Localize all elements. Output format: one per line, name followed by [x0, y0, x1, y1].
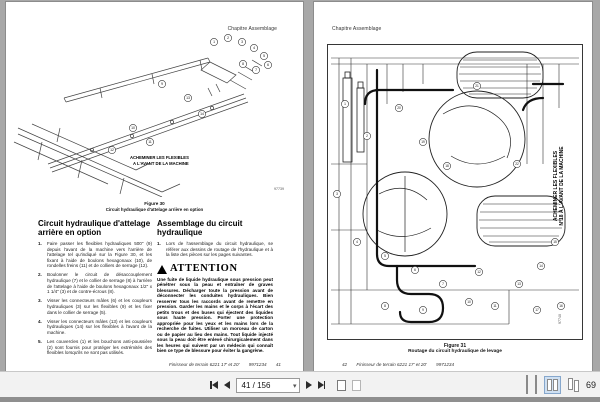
svg-text:21: 21	[475, 84, 479, 89]
figure31-route-note	[553, 102, 565, 270]
single-page-view-button[interactable]	[526, 376, 528, 394]
next-view-icon	[352, 380, 361, 391]
previous-page-button[interactable]	[224, 381, 230, 389]
footer-doc-title: Finisseur de terrain 6221 17' et 20'	[168, 362, 240, 367]
roller-mid	[477, 196, 565, 246]
page-layout-group	[526, 372, 596, 398]
page-footer-left	[165, 362, 285, 367]
document-page-41	[6, 2, 303, 371]
footer-doc-number: 9971234	[436, 362, 455, 367]
svg-text:4: 4	[253, 46, 255, 51]
next-view-button[interactable]	[352, 380, 361, 391]
svg-text:3: 3	[241, 40, 243, 45]
svg-text:1: 1	[344, 102, 346, 107]
svg-text:5: 5	[263, 54, 265, 59]
facing-pages-icon	[547, 379, 558, 391]
figure30-drawing-number: 97739	[274, 187, 284, 191]
first-page-button[interactable]	[210, 381, 218, 389]
continuous-page-icon	[535, 375, 537, 394]
svg-text:13: 13	[186, 96, 190, 101]
running-header-right: Chapitre Assemblage	[332, 26, 382, 32]
step-text: Lors de l'assemblage du circuit hydraulique, se référer aux dessins de routage de l'hydraulique et à la liste des pièces sur les pages suivantes.	[166, 241, 273, 258]
svg-text:19: 19	[421, 140, 425, 145]
step-number: 1.	[38, 241, 42, 246]
last-page-icon	[324, 381, 326, 389]
svg-text:7: 7	[255, 68, 257, 73]
svg-text:4: 4	[356, 240, 358, 245]
figure31-callouts	[333, 82, 564, 313]
footer-page-number: 41	[275, 362, 281, 367]
svg-text:8: 8	[384, 304, 386, 309]
footer-doc-title: Finisseur de terrain 6221 17' et 20'	[356, 362, 427, 367]
instruction-step	[157, 241, 273, 258]
svg-text:12: 12	[110, 148, 114, 153]
step-text: Visser les connecteurs mâles (6) et les coupleurs hydrauliques (3) sur les flexibles (9) et les fixer dans le collier de serrage (5).	[47, 298, 152, 315]
svg-text:6: 6	[267, 63, 269, 68]
attention-text: Une fuite de liquide hydraulique sous pression peut pénétrer sous la peau et entraîner de graves blessures. Décharger toute la pression avant de déconnecter les conduites hydrauliques. Bien resserrer tous les raccords avant de remettre en pression. Garder les mains et le corps à l'écart des petits trous et des buses qui éjectent des liquides sous haute pression. Porter une protection appropriée pour les yeux et les mains lors de la recherche de fuites. Utiliser un morceau de carton ou de papier au lieu des mains. Tout liquide injecté sous la peau doit être enlevé chirurgicalement dans les heures qui suivent par un médecin qui connaît bien ce type de blessure pour éviter la gangrène.	[157, 276, 273, 354]
step-text: Faire passer les flexibles hydrauliques 500" (9) depuis l'avant de la machine vers l'arrière de l'attelage tel qu'indiqué sur la Figure 30, et les fixant à l'aide de boulons hexagonaux (10), de rondelles freins (11) et de colliers de serrage (12).	[47, 241, 152, 269]
figure30-route-note	[130, 155, 189, 166]
page-number-input[interactable]	[236, 378, 300, 393]
previous-view-icon	[337, 380, 346, 391]
svg-text:7: 7	[442, 282, 444, 287]
svg-text:2: 2	[366, 134, 368, 139]
svg-text:20: 20	[397, 106, 401, 111]
book-view-button[interactable]	[568, 378, 579, 392]
step-number: 5.	[38, 338, 42, 344]
svg-text:3: 3	[336, 192, 338, 197]
figure30-callouts	[108, 34, 271, 153]
instruction-step	[38, 319, 152, 336]
svg-text:22: 22	[515, 162, 519, 167]
window-bottom-edge	[0, 397, 600, 402]
page-footer-right	[338, 362, 458, 367]
route-note-line2: N°18 À L'AVANT DE LA MACHINE	[559, 146, 565, 226]
continuous-view-button[interactable]	[535, 376, 537, 394]
section-rear-hitch-circuit	[38, 219, 152, 359]
svg-text:12: 12	[477, 270, 481, 275]
last-page-button[interactable]	[318, 381, 326, 389]
running-header-left: Chapitre Assemblage	[227, 26, 277, 32]
section2-title: Assemblage du circuit hydraulique	[157, 219, 243, 237]
step-number: 3.	[38, 298, 42, 304]
attention-heading	[157, 263, 273, 274]
step-number: 2.	[38, 272, 42, 278]
svg-text:10: 10	[467, 300, 471, 305]
section1-title: Circuit hydraulique d'attelage arrière en option	[38, 219, 151, 237]
svg-text:6: 6	[414, 268, 416, 273]
svg-text:18: 18	[445, 164, 449, 169]
document-page-42	[314, 2, 592, 371]
svg-text:14: 14	[539, 264, 543, 269]
svg-text:15: 15	[553, 240, 557, 245]
svg-text:11: 11	[493, 304, 497, 309]
hitch-frame-lines	[14, 58, 262, 197]
svg-text:2: 2	[227, 36, 229, 41]
svg-text:5: 5	[384, 254, 386, 259]
figure30-diagram	[12, 32, 297, 197]
chevron-down-icon[interactable]: ▾	[292, 382, 297, 390]
single-page-icon	[526, 375, 528, 394]
figure30-caption: Circuit hydraulique d'attelage arrière en option	[105, 207, 204, 212]
attention-title: ATTENTION	[170, 262, 238, 274]
figure31-caption: Routage du circuit hydraulique de levage	[408, 349, 502, 354]
svg-text:8: 8	[242, 62, 244, 67]
previous-page-icon	[224, 381, 230, 389]
svg-text:A L'AVANT DE LA MACHINE: A L'AVANT DE LA MACHINE	[133, 161, 189, 166]
svg-text:ACHEMINER LES FLEXIBLES: ACHEMINER LES FLEXIBLES	[130, 155, 189, 160]
route-note-line1: ACHEMINER LES FLEXIBLES	[553, 150, 559, 222]
zoom-level[interactable]: 69	[585, 380, 596, 390]
figure31-frame	[327, 44, 583, 340]
instruction-step	[38, 298, 152, 315]
page-navigation-group	[210, 372, 361, 398]
svg-text:11: 11	[148, 140, 152, 145]
instruction-step	[38, 272, 152, 294]
figure31-diagram	[327, 44, 583, 340]
step-text: Boulonner le circuit de désaccouplement hydraulique (7) et le collier de serrage (8) à l'arrière de l'attelage à l'aide de boulons hexagonaux 1/2" x 1 1/4" (3) et de contre-écrous (8).	[47, 272, 152, 295]
step-text: Les couvercles (1) et les bouchons anti-poussière (2) sont fournis pour protéger les extrémités des flexibles lorsqu'ils ne sont pas utilisés.	[47, 338, 152, 356]
svg-text:9: 9	[422, 308, 424, 313]
svg-text:1: 1	[213, 40, 215, 45]
section-hydraulic-assembly	[157, 219, 273, 354]
viewer-status-toolbar	[0, 371, 600, 397]
svg-text:10: 10	[131, 126, 135, 131]
figure31-drawing-number: 97740	[558, 314, 562, 324]
step-number: 4.	[38, 318, 42, 324]
svg-text:14: 14	[200, 112, 204, 117]
facing-pages-view-button[interactable]	[544, 376, 561, 394]
first-page-icon-arrow	[212, 381, 218, 389]
next-page-button[interactable]	[306, 381, 312, 389]
book-view-icon	[568, 378, 579, 392]
detail-inset-circles	[363, 91, 525, 259]
next-page-icon	[306, 381, 312, 389]
instruction-step	[38, 339, 152, 356]
svg-text:9: 9	[161, 82, 163, 87]
hydraulic-cylinders	[343, 72, 364, 162]
step-number: 1.	[157, 241, 161, 246]
footer-page-number: 42	[342, 362, 348, 367]
page-indicator-value: 41 / 156	[241, 380, 271, 390]
warning-triangle-icon	[157, 265, 167, 274]
svg-text:17: 17	[535, 308, 539, 313]
previous-view-button[interactable]	[337, 380, 346, 391]
svg-text:16: 16	[559, 304, 563, 309]
footer-doc-number: 9971234	[248, 362, 267, 367]
step-text: Visser les connecteurs mâles (13) et les coupleurs hydrauliques (14) sur les flexibles à l'avant de la machine.	[47, 318, 152, 335]
instruction-step	[38, 241, 152, 269]
figure30-label: Figure 30	[144, 201, 165, 206]
svg-text:13: 13	[517, 282, 521, 287]
figure31-label: Figure 31	[443, 343, 467, 349]
